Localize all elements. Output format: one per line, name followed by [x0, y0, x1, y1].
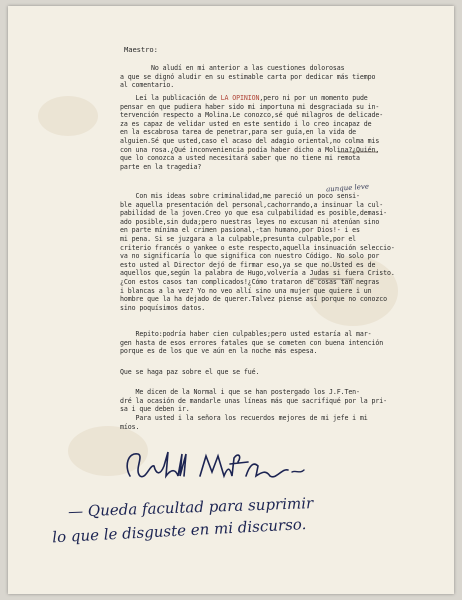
- text-line: gen hasta de esos errores fatales que se cometen con buena intención: [120, 338, 384, 347]
- text-line: Con mis ideas sobre criminalidad,me pareció un poco sensi-: [120, 192, 360, 200]
- text-line: ble aquella presentación del personal,cachorrando,a insinuar la cul-: [120, 200, 384, 209]
- text-line: en parte mínima el crimen pasional,-tan humano,por Dios!- i es: [120, 226, 360, 235]
- text-line: Que se haga paz sobre el que se fué.: [120, 368, 260, 376]
- text-line: alguien.Sé que usted,caso el acaso del adagio oriental,no colma mis: [120, 136, 380, 145]
- strikethrough-mark: [338, 151, 378, 153]
- paragraph: [120, 414, 368, 431]
- text-line: porque es de los que ve aún en la noche más espesa.: [120, 347, 318, 356]
- paragraph: [120, 330, 383, 356]
- text-line: a que se dignó aludir en su estimable carta por dedicar más tiempo: [120, 72, 376, 81]
- text-line: sa i que deben ir.: [120, 405, 190, 414]
- text-line: aquellos que,según la palabra de Hugo,volvería a Judas si fuera Cristo.: [120, 269, 395, 278]
- postscript-line: — Queda facultad para suprimir: [67, 494, 314, 521]
- text-line: hombre que la ha dejado de querer.Talvez piense así porque no conozco: [120, 295, 388, 304]
- text-line: Para usted i la señora los recuerdos mejores de mi jefe i mi: [120, 414, 368, 422]
- paragraph: [120, 64, 375, 90]
- signature: [120, 446, 310, 486]
- handwritten-postscript: [51, 494, 448, 547]
- text-line: con una rosa.¿Qué inconveniencia podía haber dicho a Molina?¿Quién,: [120, 145, 380, 154]
- text-line: ¿Con estos casos tan complicados!¿Cómo trataron de cosas tan negras: [120, 277, 380, 286]
- text-line: ado posible,sin duda;pero nuestras leyes no excusan ni atenúan sino: [120, 217, 380, 226]
- text-line: al comentario.: [120, 81, 175, 90]
- handwritten-insertion: aunque leve: [325, 182, 370, 194]
- text-line: esto usted al Director dejó de firmar eso,ya se que no.Usted es de: [120, 260, 376, 269]
- text-line: pensar en que pudiera haber sido mi importuna mi desgraciada su in-: [120, 102, 380, 111]
- paragraph: [120, 368, 259, 377]
- text-line: mi pena. Si se juzgara a la culpable,presunta culpable,por el: [120, 234, 357, 243]
- text-line: en la escabrosa tarea de penetrar,para ser guía,en la vida de: [120, 128, 357, 137]
- text-line: parte en la tragedia?: [120, 162, 202, 171]
- text-line: dré la ocasión de mandarle unas líneas más que sacrifiqué por la pri-: [120, 396, 388, 405]
- paragraph: [120, 94, 383, 171]
- text-line: Leí la publicación de LA OPINION,pero ni por un momento pude: [120, 94, 368, 102]
- text-line: Me dicen de la Normal i que se han postergado los J.F.Ten-: [120, 388, 360, 396]
- paragraph: [120, 192, 395, 312]
- text-line: Repito:podría haber cien culpables;pero usted estaría al mar-: [120, 330, 372, 338]
- text-line: míos.: [120, 422, 140, 431]
- paragraph: [120, 388, 387, 414]
- text-line: No aludí en mi anterior a las cuestiones dolorosas: [120, 64, 345, 72]
- text-line: va no significaría lo que significa con nuestro Código. No solo por: [120, 252, 380, 261]
- text-line: pabilidad de la joven.Creo yo que esa culpabilidad es posible,demasi-: [120, 209, 388, 218]
- text-line: criterio francés o yankee o este respecto,aquella insinuación seleccio-: [120, 243, 395, 252]
- letter-sheet: [8, 6, 454, 594]
- text-line: za es capaz de velidar usted en este sentido i lo creo incapaz de: [120, 119, 372, 128]
- postscript-line: lo que le disguste en mi discurso.: [51, 515, 307, 547]
- text-line: i blancas a la vez? Yo no veo allí sino una mujer que quiere i un: [120, 286, 372, 295]
- text-line: sino poquísimos datos.: [120, 303, 206, 312]
- strikethrough-mark: [310, 278, 354, 280]
- newspaper-name: LA OPINION: [220, 94, 260, 102]
- salutation: Maestro:: [124, 45, 158, 54]
- text-line: tervención respecto a Molina.Le conozco,sé qué milagros de delicade-: [120, 111, 384, 120]
- text-line: que lo conozca a usted necesitará saber que no tiene mi remota: [120, 154, 360, 163]
- paper-stain: [38, 96, 98, 136]
